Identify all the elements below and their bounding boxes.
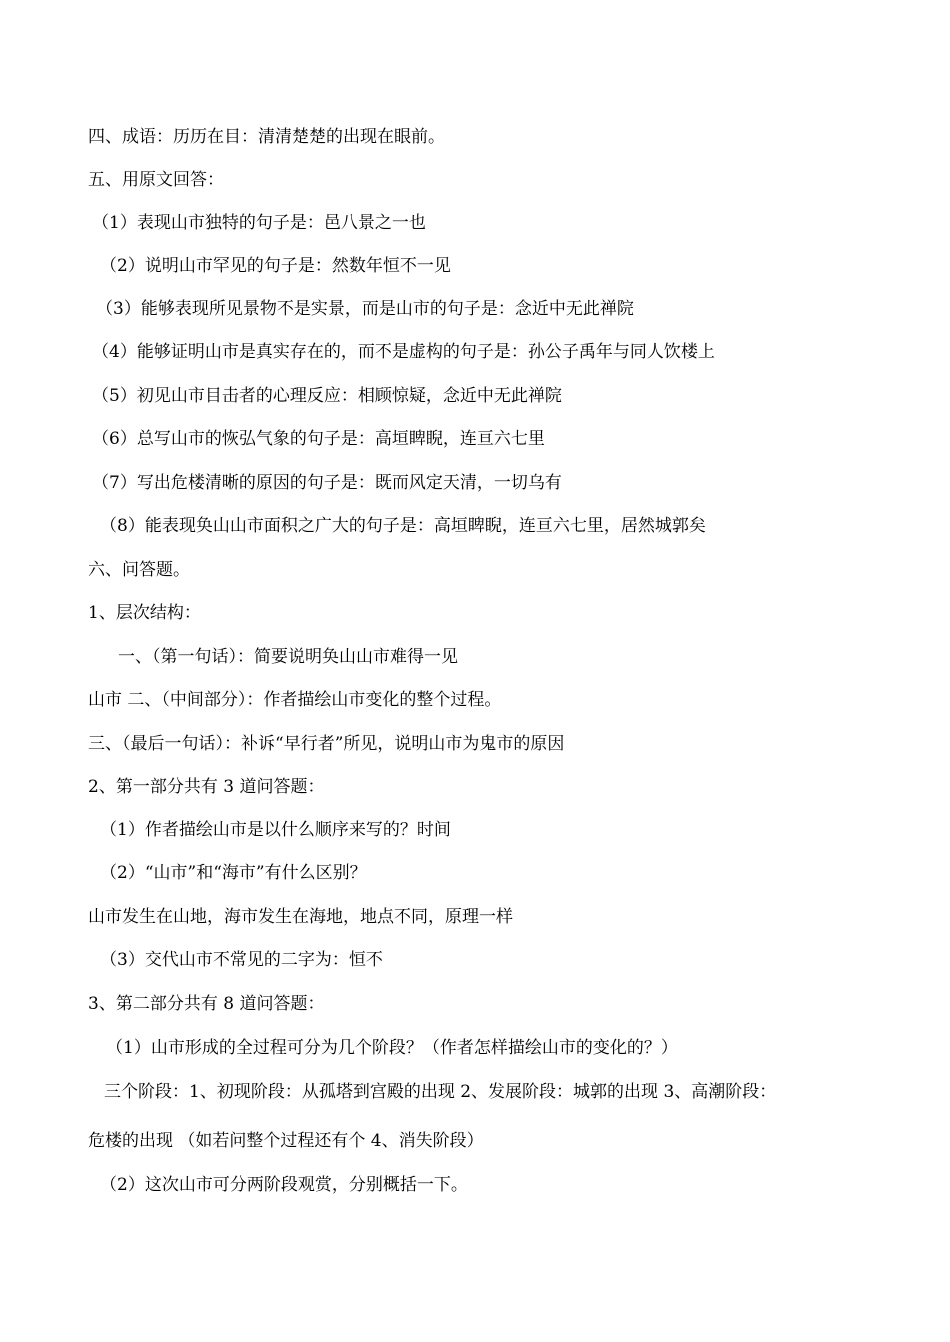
text-line: 一、（第一句话）：简要说明奂山山市难得一见 bbox=[118, 647, 458, 667]
text-line: （1）表现山市独特的句子是：邑八景之一也 bbox=[92, 213, 426, 233]
text-line: （2）这次山市可分两阶段观赏，分别概括一下。 bbox=[100, 1175, 468, 1195]
text-line: 3、第二部分共有 8 道问答题： bbox=[88, 994, 325, 1014]
text-line: （4）能够证明山市是真实存在的，而不是虚构的句子是：孙公子禹年与同人饮楼上 bbox=[92, 342, 715, 362]
text-line: （1）作者描绘山市是以什么顺序来写的？时间 bbox=[100, 820, 451, 840]
text-line: （7）写出危楼清晰的原因的句子是：既而风定天清，一切乌有 bbox=[92, 473, 562, 493]
text-line: 六、问答题。 bbox=[88, 560, 190, 580]
text-line: 1、层次结构： bbox=[88, 603, 201, 623]
text-line: 山市发生在山地，海市发生在海地，地点不同，原理一样 bbox=[88, 907, 513, 927]
text-line: 三个阶段：1、初现阶段：从孤塔到宫殿的出现 2、发展阶段：城郭的出现 3、高潮阶段： bbox=[104, 1082, 777, 1102]
text-line: 危楼的出现 （如若问整个过程还有个 4、消失阶段） bbox=[88, 1131, 484, 1151]
text-line: （1）山市形成的全过程可分为几个阶段？（作者怎样描绘山市的变化的？） bbox=[106, 1038, 678, 1058]
text-line: 四、成语：历历在目：清清楚楚的出现在眼前。 bbox=[88, 127, 445, 147]
text-line: 五、用原文回答： bbox=[88, 170, 224, 190]
text-line: （5）初见山市目击者的心理反应：相顾惊疑，念近中无此禅院 bbox=[92, 386, 562, 406]
text-line: （6）总写山市的恢弘气象的句子是：高垣睥睨，连亘六七里 bbox=[92, 429, 545, 449]
text-line: （3）交代山市不常见的二字为：恒不 bbox=[100, 950, 383, 970]
text-line: （2）说明山市罕见的句子是：然数年恒不一见 bbox=[100, 256, 451, 276]
text-line: （2）“山市”和“海市”有什么区别？ bbox=[100, 863, 367, 883]
text-line: 山市 二、（中间部分）：作者描绘山市变化的整个过程。 bbox=[88, 690, 502, 710]
text-line: （3）能够表现所见景物不是实景，而是山市的句子是：念近中无此禅院 bbox=[96, 299, 634, 319]
text-line: 三、（最后一句话）：补诉“早行者”所见，说明山市为鬼市的原因 bbox=[88, 734, 565, 754]
text-line: 2、第一部分共有 3 道问答题： bbox=[88, 777, 325, 797]
text-line: （8）能表现奂山山市面积之广大的句子是：高垣睥睨，连亘六七里，居然城郭矣 bbox=[100, 516, 706, 536]
